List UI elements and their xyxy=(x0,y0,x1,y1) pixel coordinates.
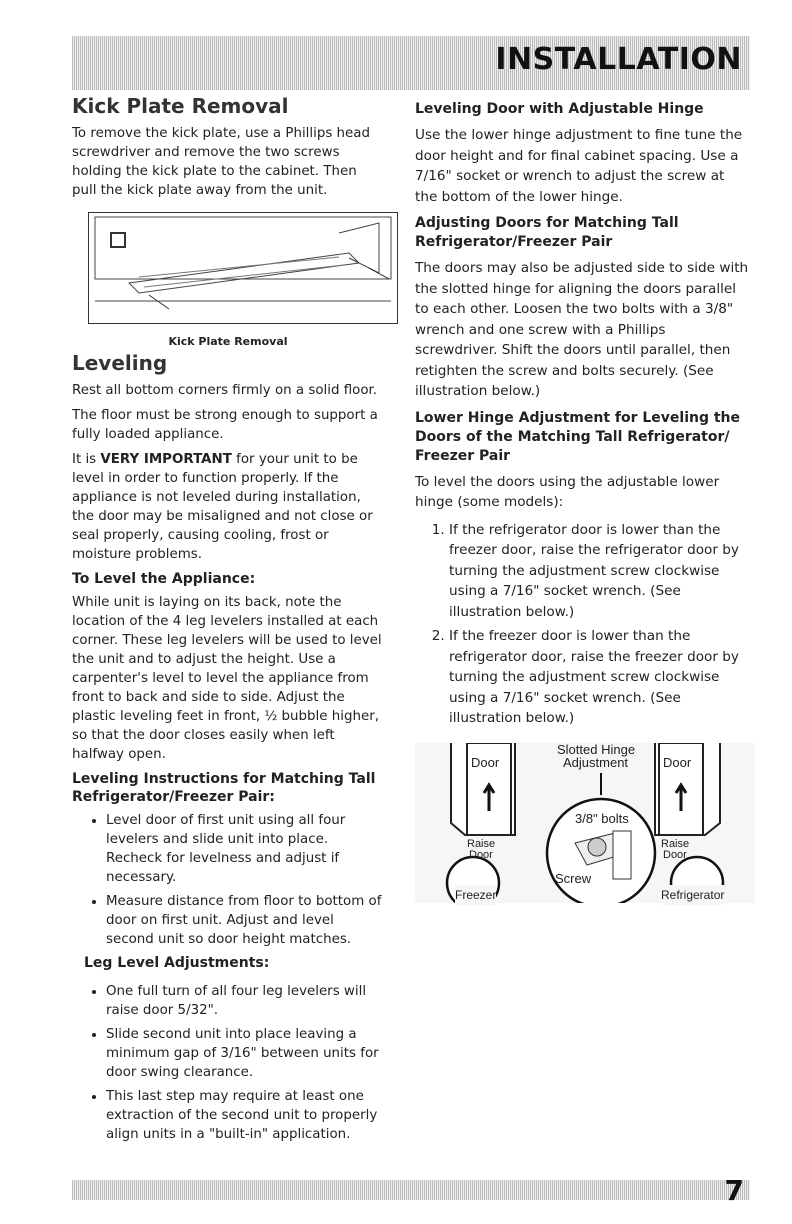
leveling-heading: Leveling xyxy=(72,351,168,375)
adjusting-text: The doors may also be adjusted side to side with the slotted hinge for aligning the doors parallel to each other. Loosen the two bolts with a 3/8" wrench and one screw with a Phillips screwdriver. Shift the doors until parallel, then retighten the screw and bolts securely. (See illustration below.) xyxy=(415,260,749,399)
raise-right-label: Raise xyxy=(661,837,690,850)
raise-right-door-label: Door xyxy=(663,848,687,861)
leveling-p1: Rest all bottom corners firmly on a solid floor. xyxy=(72,383,378,398)
matching-heading: Leveling Instructions for Matching Tall Refrigerator/Freezer Pair: xyxy=(72,771,376,805)
text: for your unit to be level in order to function properly. If the appliance is not leveled during installation, the door may be misaligned and not close or seal properly, causing cooling, frost or moisture problems. xyxy=(72,452,373,562)
footer-band xyxy=(72,1174,750,1207)
list-item: • Slide second unit into place leaving a minimum gap of 3/16" between units for door swing clearance. xyxy=(106,1025,384,1082)
kick-plate-heading: Kick Plate Removal xyxy=(72,94,289,118)
to-level-heading: To Level the Appliance: xyxy=(72,571,256,587)
step-item: 1. If the refrigerator door is lower than the freezer door, raise the refrigerator door by turning the adjustment screw clockwise using a 7/16" socket wrench. (See illustration below.) xyxy=(449,520,750,623)
left-column xyxy=(72,94,384,1149)
leveling-p2: The floor must be strong enough to support a fully loaded appliance. xyxy=(72,408,378,442)
text: It is xyxy=(72,452,101,467)
steps-list xyxy=(415,520,750,729)
kick-plate-text: To remove the kick plate, use a Phillips head screwdriver and remove the two screws holding the kick plate to the cabinet. Then pull the kick plate away from the unit. xyxy=(72,126,370,198)
lower-hinge-heading: Lower Hinge Adjustment for Leveling the Doors of the Matching Tall Refrigerator/ Freezer Pair xyxy=(415,409,741,464)
leg-list xyxy=(72,982,384,1144)
kick-plate-caption: Kick Plate Removal xyxy=(168,335,288,348)
page-number: 7 xyxy=(724,1174,744,1207)
screw-label: Screw xyxy=(555,870,592,886)
to-level-text: While unit is laying on its back, note the location of the 4 leg levelers installed at each corner. These leg levelers will be used to level the unit and to adjust the height. Use a carpenter's level to level the appliance from front to back and side to side. Adjust the plastic leveling feet in front, ½ bubble higher, so that the door closes easily when left halfway open. xyxy=(72,595,382,762)
matching-list xyxy=(72,811,384,949)
adjustment-label: Adjustment xyxy=(563,754,629,770)
door-right-label: Door xyxy=(663,754,692,770)
emphasis: VERY IMPORTANT xyxy=(100,452,232,467)
hinge-illustration xyxy=(415,743,755,903)
section-title: INSTALLATION xyxy=(495,42,742,77)
kick-plate-illustration xyxy=(88,212,398,324)
raise-left-label: Raise xyxy=(467,837,496,850)
door-left-label: Door xyxy=(471,754,500,770)
slotted-label: Slotted Hinge xyxy=(557,741,636,757)
leg-heading: Leg Level Adjustments: xyxy=(84,955,270,971)
header-band xyxy=(72,36,750,90)
hinge-heading: Leveling Door with Adjustable Hinge xyxy=(415,101,704,117)
freezer-label: Freezer xyxy=(455,885,496,906)
list-item: • Level door of first unit using all four levelers and slide unit into place. Recheck for levelness and adjust if necessary. xyxy=(106,811,384,887)
refrigerator-label: Refrigerator xyxy=(661,885,724,906)
list-item: • Measure distance from floor to bottom of door on first unit. Adjust and level second unit so door height matches. xyxy=(106,892,384,949)
lower-hinge-text: To level the doors using the adjustable lower hinge (some models): xyxy=(415,473,720,510)
adjusting-heading: Adjusting Doors for Matching Tall Refrigerator/Freezer Pair xyxy=(415,215,679,250)
raise-left-door-label: Door xyxy=(469,848,493,861)
list-item: • This last step may require at least one extraction of the second unit to properly align units in a "built-in" application. xyxy=(106,1087,384,1144)
step-item: 2. If the freezer door is lower than the refrigerator door, raise the freezer door by turning the adjustment screw clockwise using a 7/16" socket wrench. (See illustration below.) xyxy=(449,626,750,729)
leveling-p3 xyxy=(72,450,384,564)
right-column xyxy=(415,100,750,903)
bolts-label: 3/8" bolts xyxy=(575,810,629,826)
list-item: • One full turn of all four leg levelers will raise door 5/32". xyxy=(106,982,384,1020)
hinge-text: Use the lower hinge adjustment to fine tune the door height and for final cabinet spacing. Use a 7/16" socket or wrench to adjust the screw at the bottom of the lower hinge. xyxy=(415,127,743,205)
